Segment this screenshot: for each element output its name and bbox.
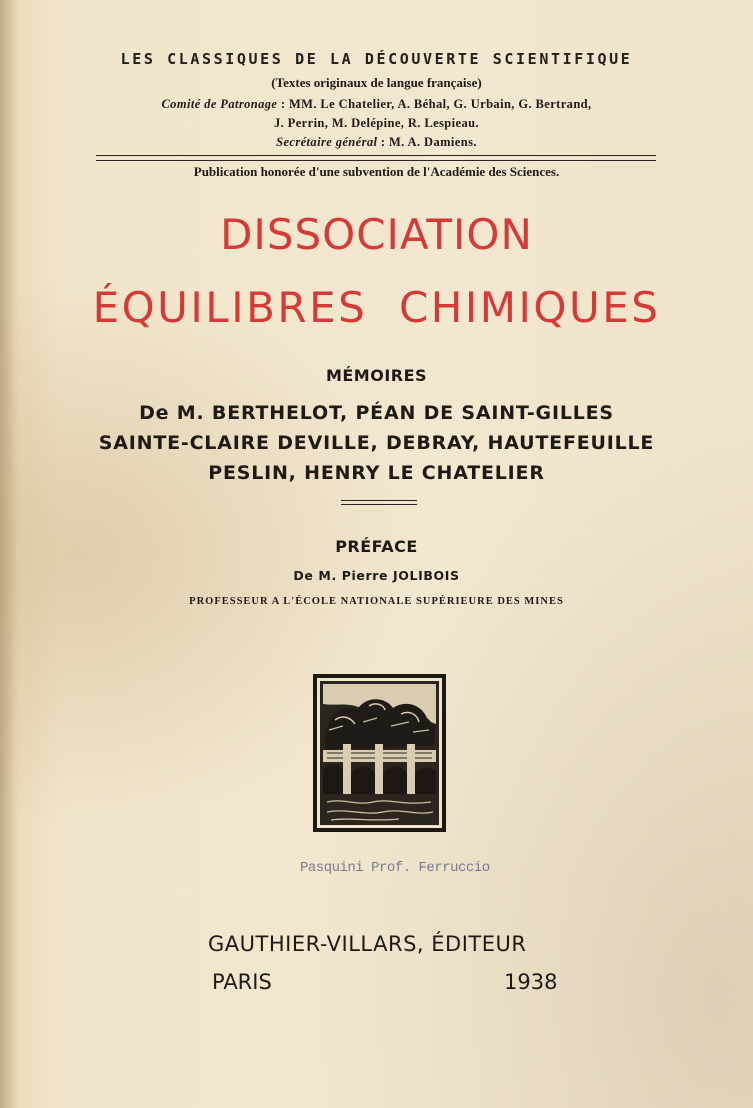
series-subtitle: (Textes originaux de langue française): [271, 75, 482, 90]
secretaire-label: Secrétaire général: [276, 135, 378, 149]
comite-members-1: : MM. Le Chatelier, A. Béhal, G. Urbain, G. Bertrand,: [277, 97, 592, 111]
preface-affiliation: PROFESSEUR A L'ÉCOLE NATIONALE SUPÉRIEURE DES MINES: [189, 596, 564, 607]
publication-note: Publication honorée d'une subvention de l'Académie des Sciences.: [193, 164, 560, 179]
comite-members-2: J. Perrin, M. Delépine, R. Lespieau.: [273, 116, 479, 130]
authors-line-2: SAINTE-CLAIRE DEVILLE, DEBRAY, HAUTEFEUILLE: [98, 432, 655, 454]
publication-city: PARIS: [212, 970, 272, 994]
section-divider: [341, 500, 417, 505]
memoires-label: MÉMOIRES: [325, 366, 428, 385]
title-line-1: DISSOCIATION: [220, 210, 533, 259]
woodcut-bridge-emblem-icon: [313, 674, 446, 832]
owner-stamp: Pasquini Prof. Ferruccio: [300, 860, 490, 876]
secretaire-name: : M. A. Damiens.: [377, 135, 477, 149]
comite-label: Comité de Patronage: [161, 97, 278, 111]
authors-line-3: PESLIN, HENRY LE CHATELIER: [208, 462, 545, 484]
comite-line-1: [0, 97, 753, 112]
publication-year: 1938: [504, 970, 558, 994]
secretaire-line: [0, 135, 753, 150]
preface-label: PRÉFACE: [335, 537, 418, 556]
preface-author: De M. Pierre JOLIBOIS: [293, 568, 460, 583]
header-rule: [96, 155, 656, 161]
series-title: LES CLASSIQUES DE LA DÉCOUVERTE SCIENTIFIQUE: [120, 50, 633, 68]
title-line-2: ÉQUILIBRES CHIMIQUES: [92, 283, 661, 332]
authors-line-1: De M. BERTHELOT, PÉAN DE SAINT-GILLES: [139, 402, 614, 424]
publisher-name: GAUTHIER-VILLARS, ÉDITEUR: [208, 932, 527, 956]
